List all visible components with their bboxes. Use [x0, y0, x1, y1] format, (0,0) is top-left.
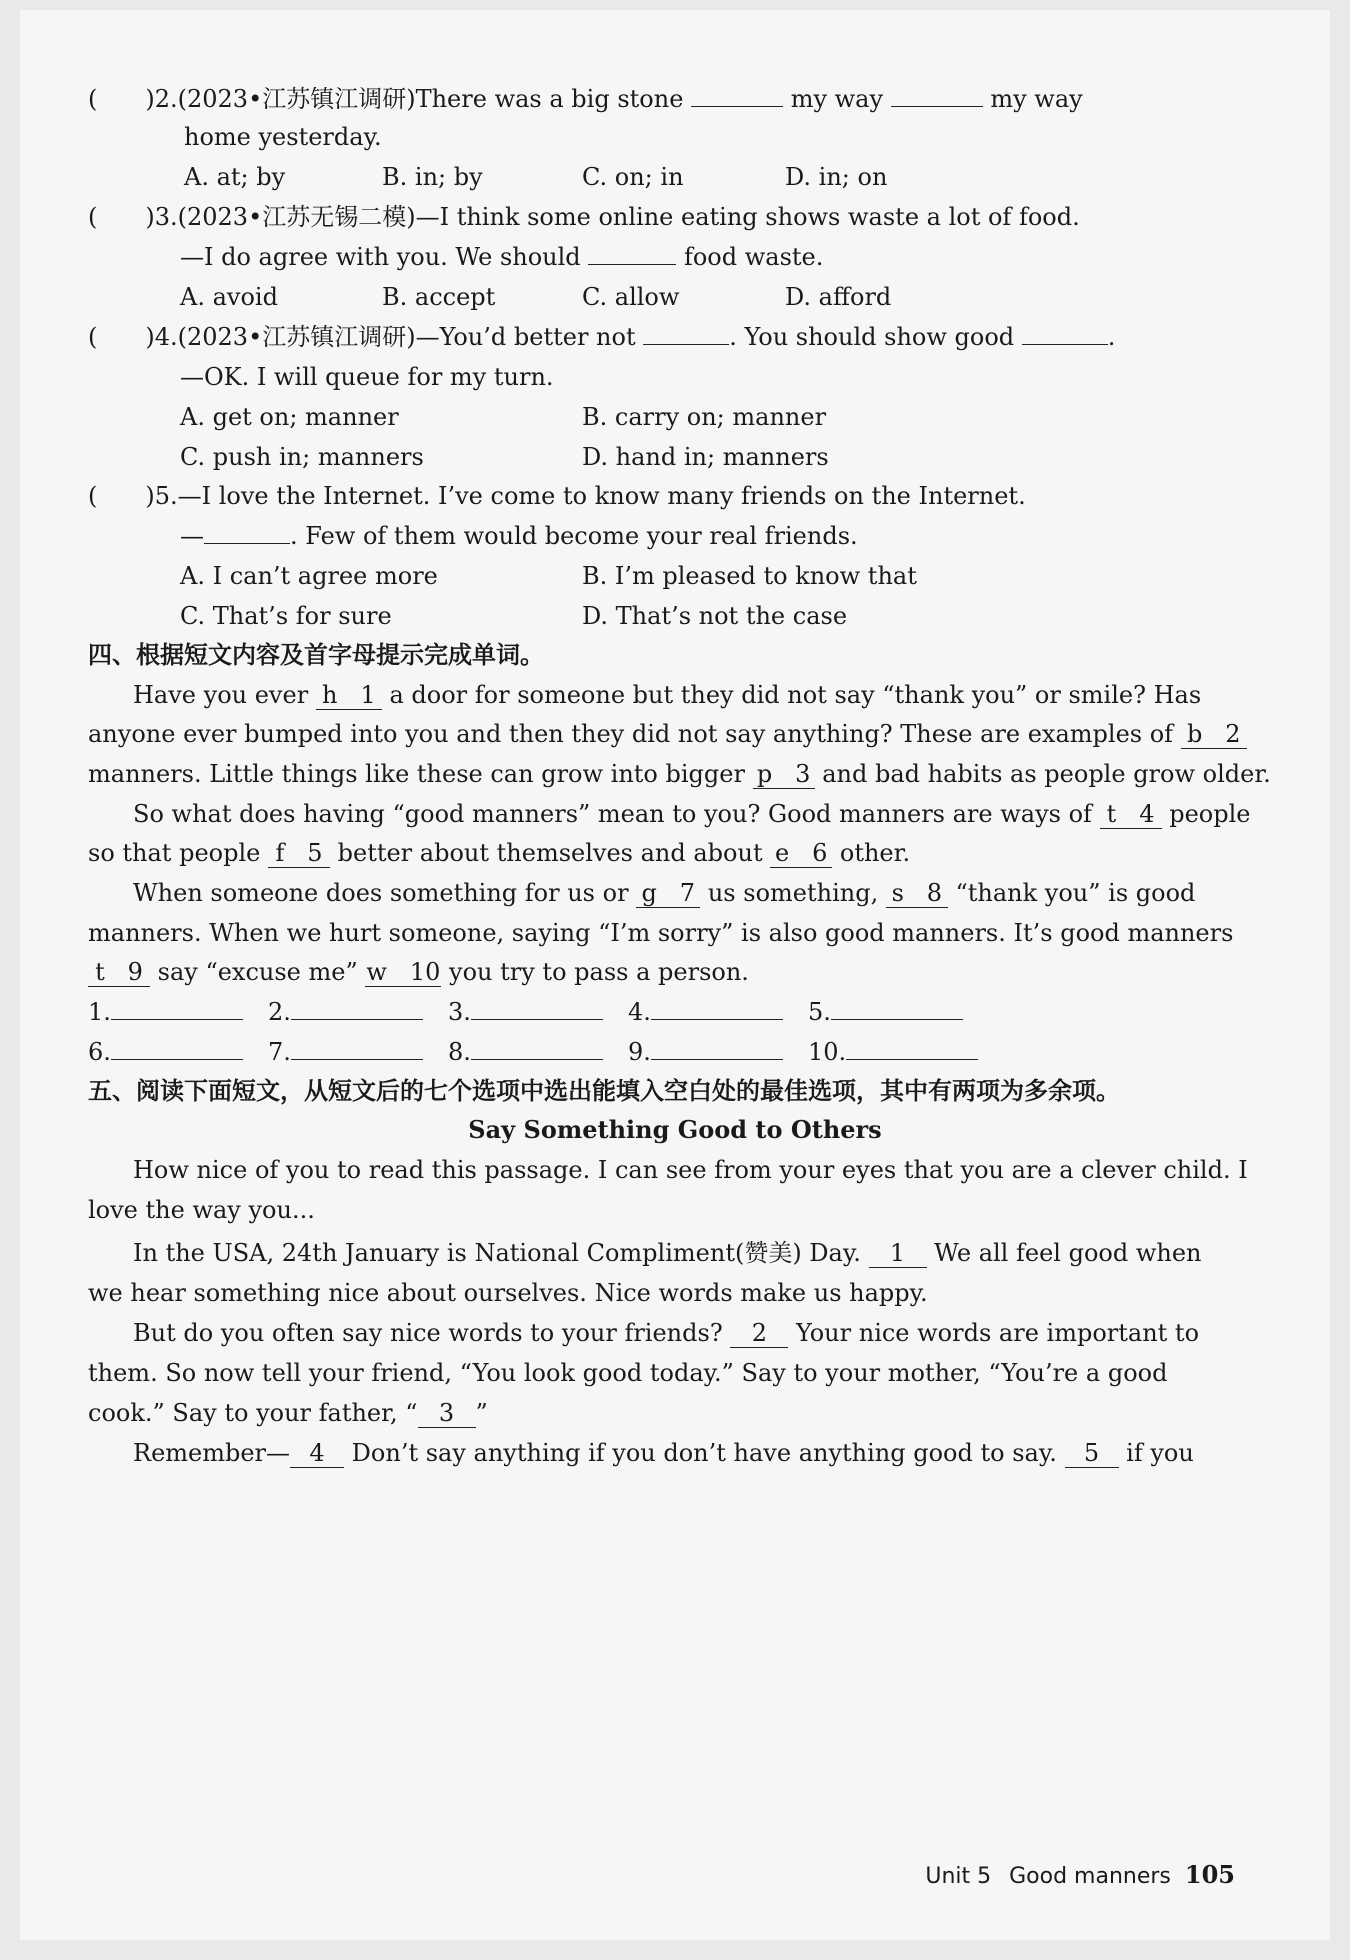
passage-line: anyone ever bumped into you and then they did not say anything? These are examples of b 2 [88, 719, 1247, 749]
answer-line-4: 4. [628, 997, 783, 1027]
answer-blank [471, 1059, 603, 1060]
passage-line: When someone does something for us or g 7 us something, s 8 “thank you” is good [133, 879, 1196, 907]
option-a: A. get on; manner [180, 403, 399, 431]
blank [643, 344, 729, 345]
cloze-blank: h 1 [316, 681, 382, 710]
option-b: B. I’m pleased to know that [582, 562, 917, 590]
option-blank: 1 [869, 1239, 927, 1268]
answer-line-10: 10. [808, 1037, 978, 1067]
option-d: D. in; on [785, 163, 888, 191]
option-c: C. on; in [582, 163, 684, 191]
option-d: D. hand in; manners [582, 443, 829, 471]
cloze-blank: b 2 [1181, 720, 1247, 749]
option-b: B. accept [382, 283, 496, 311]
cloze-blank: s 8 [886, 879, 948, 908]
passage-line: So what does having “good manners” mean to you? Good manners are ways of t 4 people [133, 800, 1251, 828]
option-c: C. That’s for sure [180, 602, 392, 630]
answer-line-6: 6. [88, 1037, 243, 1067]
passage-line: manners. When we hurt someone, saying “I’m sorry” is also good manners. It’s good manners [88, 919, 1234, 947]
answer-blank [471, 1019, 603, 1020]
cloze-blank: p 3 [753, 760, 815, 789]
option-blank: 3 [418, 1399, 476, 1428]
answer-bracket: ( )2. [88, 85, 178, 113]
answer-bracket: ( )4. [88, 323, 178, 351]
option-b: B. carry on; manner [582, 403, 827, 431]
passage-line: In the USA, 24th January is National Compliment(赞美) Day. 1 We all feel good when [133, 1239, 1202, 1267]
cloze-blank: f 5 [268, 839, 330, 868]
question-3-line-2: —I do agree with you. We should food waste. [180, 243, 824, 271]
passage-line: cook.” Say to your father, “ 3 ” [88, 1399, 488, 1427]
cloze-blank: w 10 [366, 958, 441, 986]
page-footer [925, 1860, 1235, 1889]
answer-blank [291, 1019, 423, 1020]
answer-blank [651, 1019, 783, 1020]
option-d: D. That’s not the case [582, 602, 848, 630]
option-a: A. I can’t agree more [180, 562, 438, 590]
cloze-blank: e 6 [770, 839, 832, 868]
cloze-blank: g 7 [636, 879, 700, 908]
option-blank: 2 [730, 1319, 788, 1348]
passage-line: t 9 say “excuse me” w 10 you try to pass a person. [88, 957, 749, 987]
question-2-continued: home yesterday. [184, 123, 382, 151]
passage-title: Say Something Good to Others [468, 1115, 882, 1144]
answer-blank [111, 1059, 243, 1060]
question-4: ( )4.(2023•江苏镇江调研)—You’d better not . You should show good . [88, 323, 1116, 351]
blank [691, 106, 783, 107]
option-blank: 4 [290, 1439, 344, 1468]
passage-line: manners. Little things like these can grow into bigger p 3 and bad habits as people grow older. [88, 760, 1271, 788]
workbook-page [20, 10, 1330, 1940]
section-4-heading: 四、根据短文内容及首字母提示完成单词。 [88, 641, 544, 669]
blank [588, 264, 676, 265]
answer-line-3: 3. [448, 997, 603, 1027]
passage-line: them. So now tell your friend, “You look good today.” Say to your mother, “You’re a good [88, 1359, 1168, 1387]
option-blank: 5 [1065, 1439, 1119, 1468]
answer-line-9: 9. [628, 1037, 783, 1067]
question-3: ( )3.(2023•江苏无锡二模)—I think some online eating shows waste a lot of food. [88, 203, 1080, 231]
option-d: D. afford [785, 283, 892, 311]
option-c: C. allow [582, 283, 680, 311]
question-source: (2023•江苏无锡二模) [177, 203, 416, 231]
passage-line: so that people f 5 better about themselves and about e 6 other. [88, 839, 911, 867]
answer-bracket: ( )3. [88, 203, 178, 231]
section-5-heading: 五、阅读下面短文，从短文后的七个选项中选出能填入空白处的最佳选项，其中有两项为多余项。 [88, 1077, 1120, 1105]
blank [1022, 344, 1108, 345]
blank [204, 543, 290, 544]
answer-blank [831, 1019, 963, 1020]
passage-line: But do you often say nice words to your friends? 2 Your nice words are important to [133, 1319, 1200, 1347]
question-source: (2023•江苏镇江调研) [177, 323, 416, 351]
cloze-blank: t 4 [1100, 800, 1162, 829]
passage-line: love the way you... [88, 1196, 315, 1224]
answer-line-2: 2. [268, 997, 423, 1027]
passage-line: How nice of you to read this passage. I can see from your eyes that you are a clever child. I [133, 1156, 1248, 1184]
question-2: ( )2.(2023•江苏镇江调研)There was a big stone my way my way [88, 85, 1083, 113]
cloze-blank: t 9 [88, 958, 150, 987]
answer-blank [291, 1059, 423, 1060]
answer-blank [111, 1019, 243, 1020]
question-4-line-2: —OK. I will queue for my turn. [180, 363, 554, 391]
passage-line: we hear something nice about ourselves. Nice words make us happy. [88, 1279, 928, 1307]
answer-blank [651, 1059, 783, 1060]
answer-blank [846, 1059, 978, 1060]
option-a: A. at; by [184, 163, 286, 191]
question-5: ( )5.—I love the Internet. I’ve come to know many friends on the Internet. [88, 482, 1026, 510]
passage-line: Have you ever h 1 a door for someone but they did not say “thank you” or smile? Has [133, 681, 1202, 709]
unit-label: Unit 5 Good manners [925, 1864, 1171, 1889]
answer-bracket: ( )5. [88, 482, 178, 510]
passage-line: Remember— 4 Don’t say anything if you don’t have anything good to say. 5 if you [133, 1439, 1194, 1467]
option-b: B. in; by [382, 163, 483, 191]
answer-line-7: 7. [268, 1037, 423, 1067]
blank [891, 106, 983, 107]
answer-line-8: 8. [448, 1037, 603, 1067]
answer-line-5: 5. [808, 997, 963, 1027]
question-source: (2023•江苏镇江调研) [177, 85, 416, 113]
option-c: C. push in; manners [180, 443, 424, 471]
answer-line-1: 1. [88, 997, 243, 1027]
question-5-line-2: — . Few of them would become your real friends. [180, 522, 858, 550]
option-a: A. avoid [180, 283, 278, 311]
page-number: 105 [1184, 1860, 1235, 1889]
